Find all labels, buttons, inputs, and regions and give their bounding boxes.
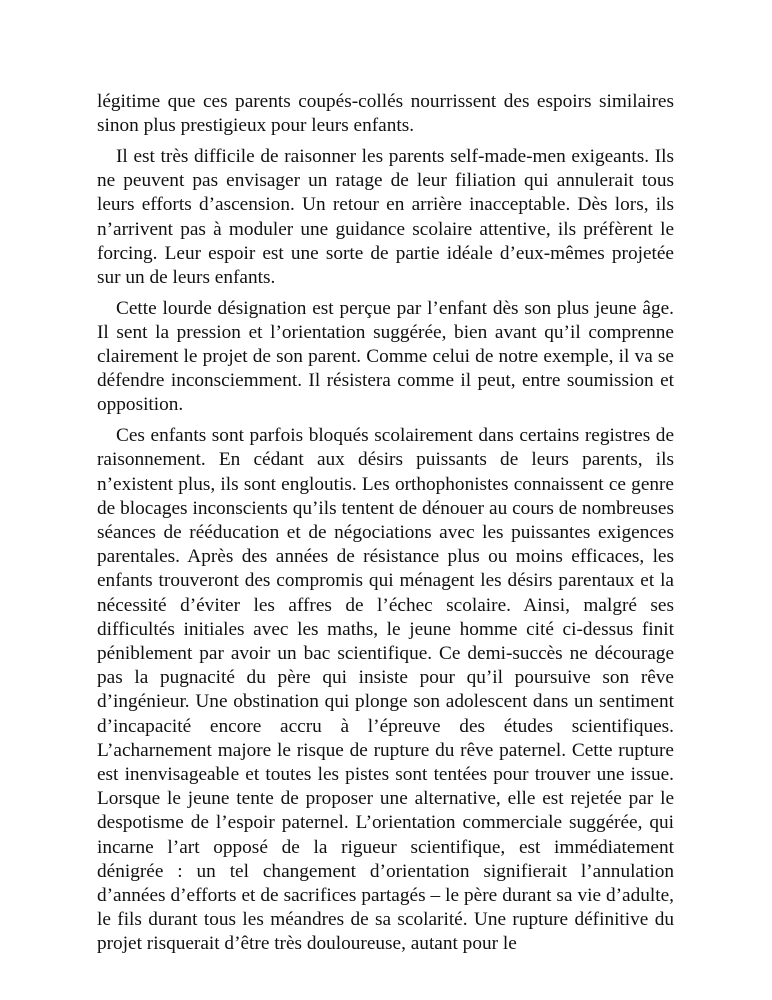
paragraph: Il est très difficile de raisonner les parents self-made-men exigeants. Ils ne peuvent pas envisager un ratage de leur filiation qui annulerait tous leurs efforts d’ascension. Un retour en arrière inacceptable. Dès lors, ils n’arrivent pas à moduler une guidance scolaire attentive, ils préfèrent le forcing. Leur espoir est une sorte de partie idéale d’eux-mêmes projetée sur un de leurs enfants. xyxy=(97,145,674,288)
paragraph: Cette lourde désignation est perçue par l’enfant dès son plus jeune âge. Il sent la pression et l’orientation suggérée, bien avant qu’il comprenne clairement le projet de son parent. Comme celui de notre exemple, il va se défendre inconsciemment. Il résistera comme il peut, entre soumission et opposition. xyxy=(97,297,674,416)
document-page xyxy=(97,90,674,963)
paragraph: Ces enfants sont parfois bloqués scolairement dans certains registres de raisonnement. En cédant aux désirs puissants de leurs parents, ils n’existent plus, ils sont engloutis. Les orthophonistes connaissent ce genre de blocages inconscients qu’ils tentent de dénouer au cours de nombreuses séances de rééducation et de négociations avec les puissantes exigences parentales. Après des années de résistance plus ou moins efficaces, les enfants trouveront des compromis qui ménagent les désirs parentaux et la nécessité d’éviter les affres de l’échec scolaire. Ainsi, malgré ses difficultés initiales avec les maths, le jeune homme cité ci-dessus finit péniblement par avoir un bac scientifique. Ce demi-succès ne décourage pas la pugnacité du père qui insiste pour qu’il poursuive son rêve d’ingénieur. Une obstination qui plonge son adolescent dans un sentiment d’incapacité encore accru à l’épreuve des études scientifiques. L’acharnement majore le risque de rupture du rêve paternel. Cette rupture est inenvisageable et toutes les pistes sont tentées pour trouver une issue. Lorsque le jeune tente de proposer une alternative, elle est rejetée par le despotisme de l’espoir paternel. L’orientation commerciale suggérée, qui incarne l’art opposé de la rigueur scientifique, est immédiatement dénigrée : un tel changement d’orientation signifierait l’annulation d’années d’efforts et de sacrifices partagés – le père durant sa vie d’adulte, le fils durant tous les méandres de sa scolarité. Une rupture définitive du projet risquerait d’être très douloureuse, autant pour le xyxy=(97,425,674,955)
paragraph-continuation: légitime que ces parents coupés-collés nourrissent des espoirs similaires sinon plus prestigieux pour leurs enfants. xyxy=(97,91,674,137)
